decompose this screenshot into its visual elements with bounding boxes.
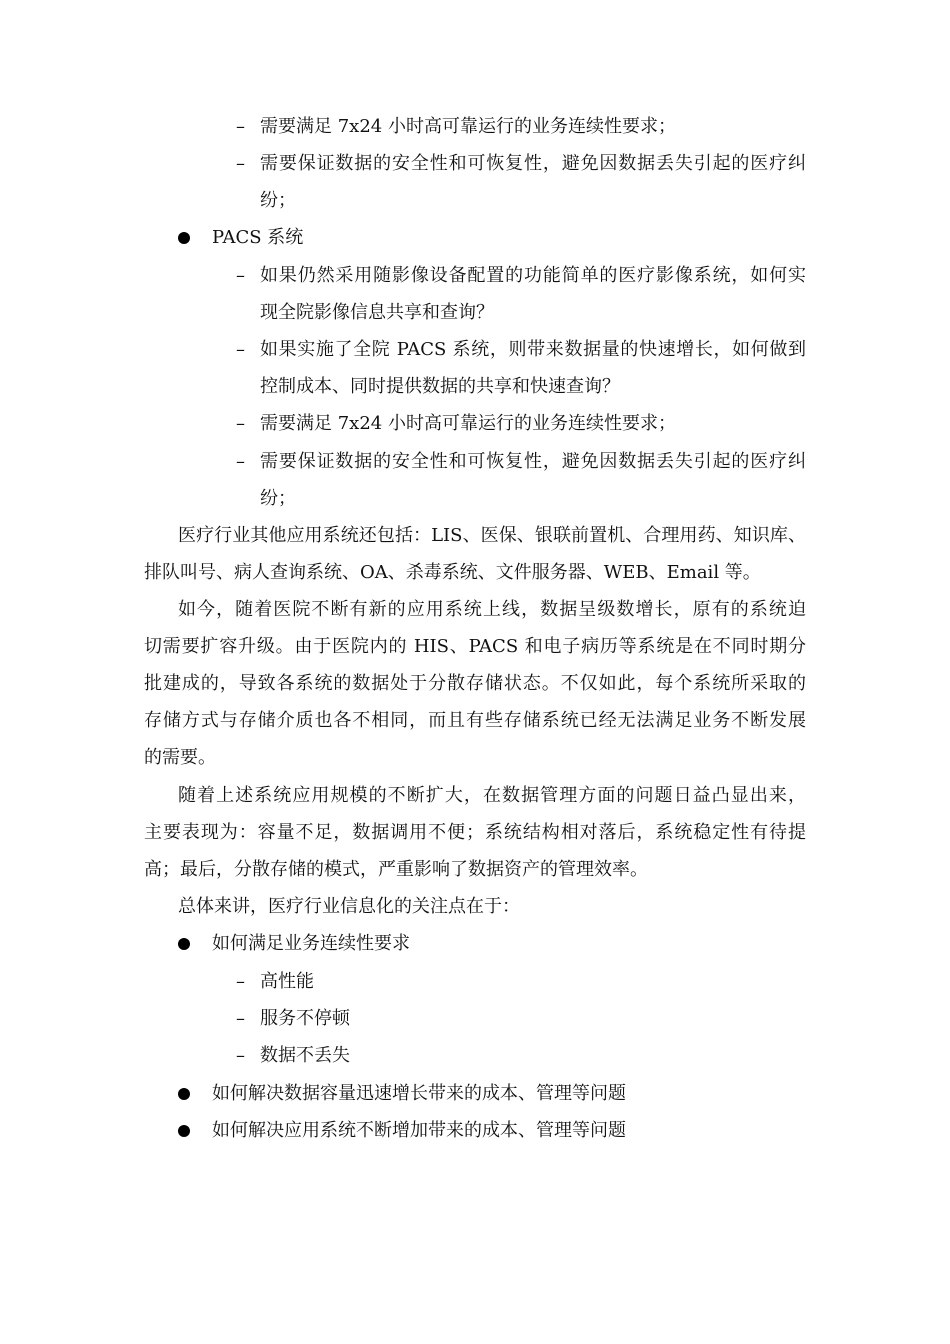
paragraph-line: 随着上述系统应用规模的不断扩大，在数据管理方面的问题日益凸显出来，	[178, 785, 806, 806]
dash-marker: –	[236, 1008, 245, 1029]
paragraph-line: 医疗行业其他应用系统还包括：LIS、医保、银联前置机、合理用药、知识库、	[178, 525, 806, 546]
dash-marker: –	[236, 265, 245, 286]
dash-marker: –	[236, 413, 245, 434]
paragraph-line: 如今，随着医院不断有新的应用系统上线，数据呈级数增长，原有的系统迫	[178, 599, 806, 620]
list-item: 需要满足 7x24 小时高可靠运行的业务连续性要求；	[260, 413, 676, 434]
list-item: 需要保证数据的安全性和可恢复性，避免因数据丢失引起的医疗纠	[260, 451, 806, 472]
list-item-continuation: 控制成本、同时提供数据的共享和快速查询？	[260, 376, 620, 397]
bullet-icon	[178, 938, 190, 950]
list-item: 服务不停顿	[260, 1008, 350, 1029]
list-item: 如果仍然采用随影像设备配置的功能简单的医疗影像系统，如何实	[260, 265, 806, 286]
dash-marker: –	[236, 116, 245, 137]
dash-marker: –	[236, 339, 245, 360]
paragraph-line: 批建成的，导致各系统的数据处于分散存储状态。不仅如此，每个系统所采取的	[144, 673, 806, 694]
list-item-continuation: 纷；	[260, 488, 296, 509]
paragraph-line: 存储方式与存储介质也各不相同，而且有些存储系统已经无法满足业务不断发展	[144, 710, 806, 731]
section-heading-pacs: PACS 系统	[212, 227, 304, 248]
paragraph-line: 切需要扩容升级。由于医院内的 HIS、PACS 和电子病历等系统是在不同时期分	[144, 636, 806, 657]
list-item: 高性能	[260, 971, 314, 992]
bullet-icon	[178, 1125, 190, 1137]
dash-marker: –	[236, 971, 245, 992]
paragraph-line: 排队叫号、病人查询系统、OA、杀毒系统、文件服务器、WEB、Email 等。	[144, 562, 761, 583]
paragraph-line: 总体来讲，医疗行业信息化的关注点在于：	[178, 896, 520, 917]
paragraph-line: 高；最后，分散存储的模式，严重影响了数据资产的管理效率。	[144, 859, 648, 880]
list-item: 数据不丢失	[260, 1045, 350, 1066]
bullet-item: 如何满足业务连续性要求	[212, 933, 410, 954]
bullet-item: 如何解决应用系统不断增加带来的成本、管理等问题	[212, 1120, 626, 1141]
bullet-item: 如何解决数据容量迅速增长带来的成本、管理等问题	[212, 1083, 626, 1104]
list-item: 如果实施了全院 PACS 系统，则带来数据量的快速增长，如何做到	[260, 339, 806, 360]
list-item: 需要满足 7x24 小时高可靠运行的业务连续性要求；	[260, 116, 676, 137]
paragraph-line: 主要表现为：容量不足，数据调用不便；系统结构相对落后，系统稳定性有待提	[144, 822, 806, 843]
list-item-continuation: 现全院影像信息共享和查询？	[260, 302, 494, 323]
bullet-icon	[178, 232, 190, 244]
paragraph-line: 的需要。	[144, 747, 216, 768]
bullet-icon	[178, 1088, 190, 1100]
list-item-continuation: 纷；	[260, 190, 296, 211]
dash-marker: –	[236, 1045, 245, 1066]
dash-marker: –	[236, 153, 245, 174]
list-item: 需要保证数据的安全性和可恢复性，避免因数据丢失引起的医疗纠	[260, 153, 806, 174]
dash-marker: –	[236, 451, 245, 472]
